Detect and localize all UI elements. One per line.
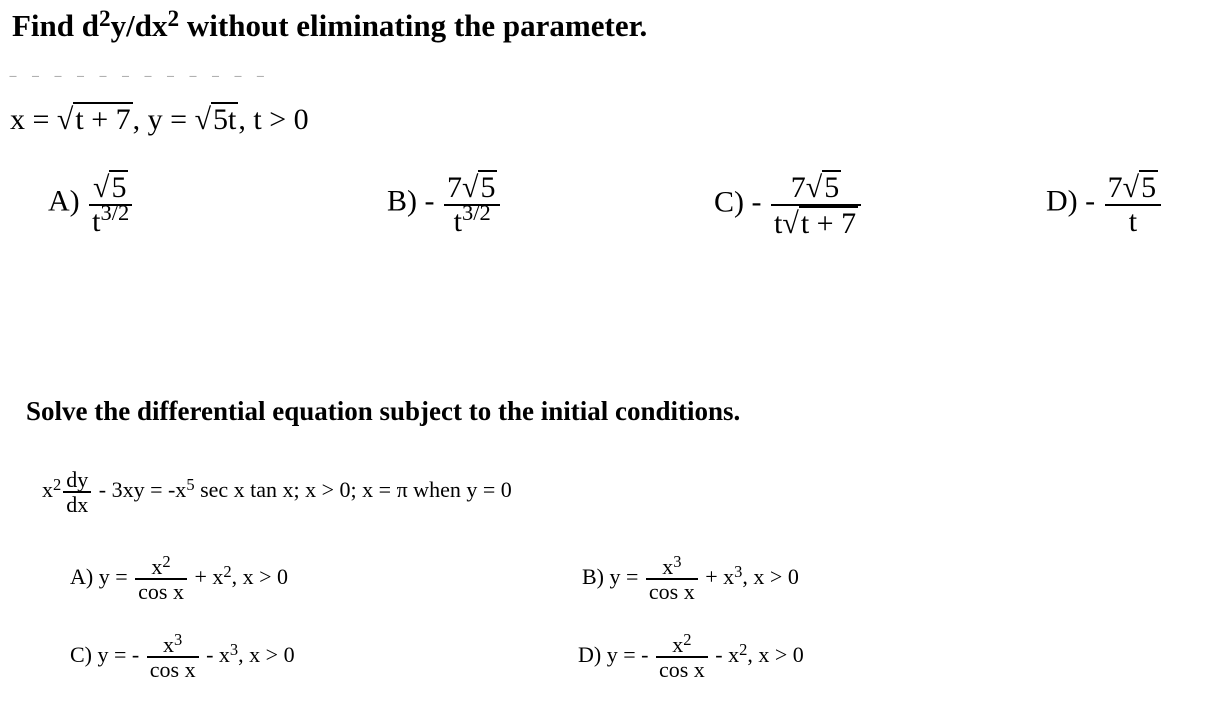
fraction-numerator: $x^2$ [656, 633, 708, 658]
eq-rest-a: - 3xy = -x [93, 477, 187, 503]
title-sup-2: 2 [167, 5, 180, 32]
radical-icon: √ [462, 171, 479, 204]
fraction-denominator: $t^{3/2}$ [453, 200, 491, 238]
fraction-denominator: cos x [658, 657, 705, 683]
q1-choice-d[interactable] [1046, 170, 1163, 237]
fraction-numerator: 7√5 [771, 170, 861, 206]
derivative-numerator: dy [63, 468, 91, 493]
x-radicand: t + 7 [75, 103, 131, 136]
radical-icon: √ [782, 206, 799, 240]
choice-label: D) y = [578, 642, 636, 668]
choice-fraction [771, 170, 861, 239]
choice-label: C) y = [70, 642, 127, 668]
q1-choice-b[interactable] [387, 170, 502, 237]
title-text-a: Find d [12, 8, 100, 43]
fraction-numerator: $x^2$ [135, 555, 187, 580]
choice-label: A) [48, 184, 80, 218]
fraction-denominator: t [1128, 204, 1138, 238]
radical-icon: √ [1122, 171, 1140, 204]
q2-choice-b[interactable]: B) y = $\frac{x^3}{\text{cos x}}$ + $x^3$, x > 0 [582, 551, 799, 605]
derivative-denominator: dx [66, 492, 89, 518]
sqrt-x [57, 102, 133, 137]
fraction-numerator: 7√5 [444, 170, 500, 206]
eq-lead-sup: 2 [53, 474, 62, 494]
fraction-denominator: $t^{3/2}$ [92, 200, 130, 238]
choice-label: A) y = [70, 564, 128, 590]
radical-icon: √ [56, 103, 74, 136]
choice-label: B) [387, 184, 417, 218]
fraction-denominator: cos x [138, 579, 184, 605]
choice-fraction [646, 551, 698, 605]
fraction-numerator: $x^3$ [646, 555, 698, 580]
choice-fraction [147, 629, 199, 683]
question-1-title [12, 5, 648, 44]
radical-icon: √ [194, 103, 212, 136]
x-lhs: x = [10, 103, 50, 136]
eq-lead: x [42, 477, 53, 503]
fraction-denominator: cos x [149, 657, 196, 683]
fraction-denominator: cos x [648, 579, 695, 605]
choice-sign: - [1085, 184, 1096, 218]
choice-fraction [89, 170, 132, 237]
q2-choice-d[interactable]: D) y = - $\frac{x^2}{\text{cos x}}$ - $x^2$, x > 0 [578, 629, 804, 683]
choice-fraction [444, 170, 500, 237]
radical-icon: √ [92, 171, 110, 204]
eq-rest-b: sec x tan x; x > 0; x = π when y = 0 [194, 477, 512, 503]
num-radicand: 5 [111, 171, 127, 204]
question-2-title: Solve the differential equation subject to the initial conditions. [26, 396, 741, 426]
eq-separator: , y = [132, 103, 188, 136]
q2-choice-c[interactable]: C) y = - $\frac{x^3}{\text{cos x}}$ - $x^3$, x > 0 [70, 629, 295, 683]
derivative-fraction [63, 468, 91, 516]
radical-icon: √ [805, 171, 823, 204]
fraction-numerator: 7√5 [1105, 170, 1161, 206]
q2-choice-a[interactable]: A) y = $\frac{x^2}{\text{cos x}}$ + $x^2$, x > 0 [70, 551, 289, 605]
choice-sign: - [424, 184, 435, 218]
choice-label: B) y = [582, 564, 639, 590]
y-radicand: 5t [213, 103, 237, 136]
parametric-equations [10, 102, 309, 137]
title-sup-1: 2 [99, 5, 111, 32]
t-condition: , t > 0 [238, 103, 309, 136]
choice-fraction [1105, 170, 1161, 237]
choice-label: C) [714, 185, 744, 219]
title-text-b: y/dx [110, 8, 168, 43]
title-text-c: without eliminating the parameter. [179, 8, 648, 43]
choice-label: D) [1046, 184, 1078, 218]
cropped-text-residue: ‾ ‾ ‾ ‾ ‾ ‾ ‾ ‾ ‾ ‾ ‾ ‾ [10, 74, 270, 94]
sqrt-y [195, 102, 239, 137]
fraction-denominator: t√t + 7 [774, 206, 857, 240]
choice-fraction [135, 551, 187, 605]
eq-rest-sup: 5 [186, 474, 195, 494]
q1-choice-a[interactable] [48, 170, 134, 237]
differential-equation [42, 468, 512, 516]
fraction-numerator: $x^3$ [147, 633, 199, 658]
choice-fraction [656, 629, 708, 683]
choice-sign: - [751, 185, 762, 219]
q1-choice-c[interactable] [714, 170, 863, 239]
